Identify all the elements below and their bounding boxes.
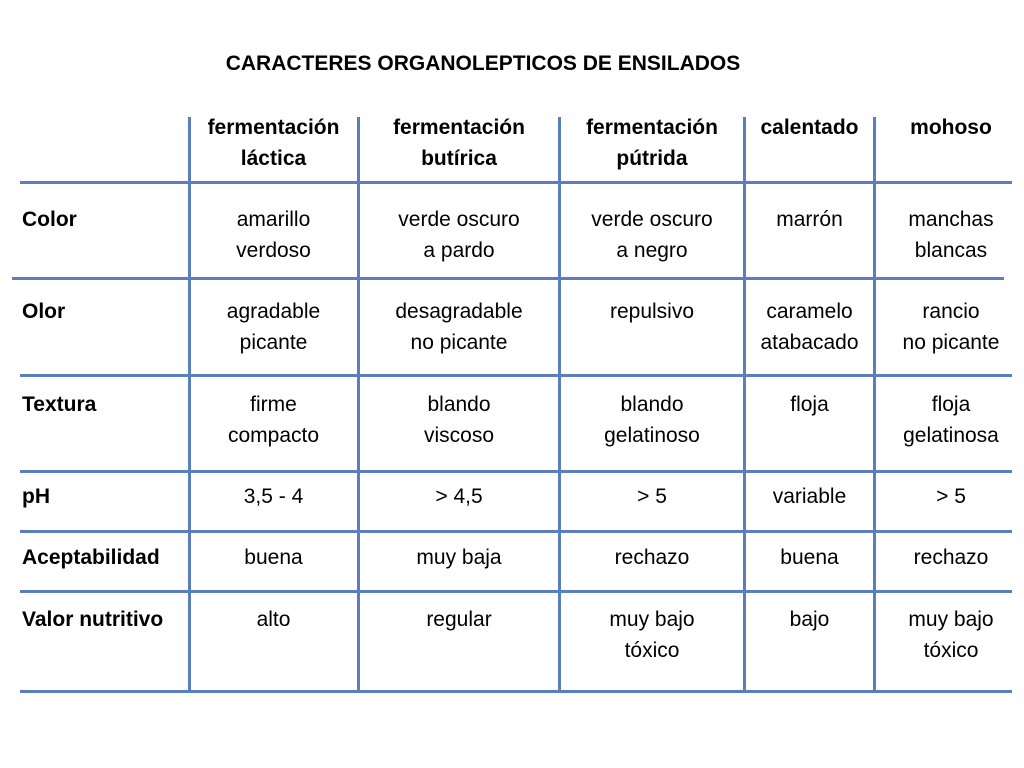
table-cell: [190, 296, 357, 358]
table-cell: [876, 481, 1024, 512]
cell-line: tóxico: [923, 639, 979, 662]
table-cell: [360, 296, 558, 358]
cell-line: muy baja: [416, 546, 502, 569]
cell-line: > 5: [637, 485, 667, 508]
row-label: Olor: [22, 300, 66, 323]
cell-line: tóxico: [624, 639, 680, 662]
cell-line: fermentación: [207, 116, 340, 139]
table-row-divider: [20, 181, 1012, 184]
cell-line: bajo: [789, 608, 830, 631]
cell-line: atabacado: [760, 331, 859, 354]
table-row-divider: [20, 374, 1012, 377]
cell-line: pútrida: [616, 147, 688, 170]
cell-line: calentado: [760, 116, 859, 139]
table-cell: [190, 542, 357, 573]
cell-line: fermentación: [586, 116, 718, 139]
cell-line: 3,5 - 4: [243, 485, 304, 508]
table-cell: [746, 204, 873, 235]
table-cell: [746, 542, 873, 573]
row-label: Aceptabilidad: [22, 546, 160, 569]
cell-line: verde oscuro: [591, 208, 713, 231]
table-cell: [360, 542, 558, 573]
cell-line: marrón: [776, 208, 843, 231]
cell-line: > 4,5: [435, 485, 483, 508]
table-cell: [561, 481, 743, 512]
table-cell: [190, 604, 357, 635]
cell-line: buena: [244, 546, 303, 569]
table-cell: [876, 204, 1024, 266]
cell-line: regular: [426, 608, 492, 631]
cell-line: blancas: [914, 239, 988, 262]
column-header: [746, 112, 873, 143]
table-cell: [746, 604, 873, 635]
cell-line: muy bajo: [908, 608, 994, 631]
table-cell: [561, 389, 743, 451]
cell-line: buena: [780, 546, 839, 569]
table-row-divider: [20, 470, 1012, 473]
table-cell: [561, 542, 743, 573]
table-cell: [876, 604, 1024, 666]
table-cell: [190, 481, 357, 512]
page-title: CARACTERES ORGANOLEPTICOS DE ENSILADOS: [225, 52, 741, 75]
row-label: Textura: [22, 393, 97, 416]
cell-line: rechazo: [913, 546, 989, 569]
cell-line: compacto: [227, 424, 320, 447]
table-cell: [876, 542, 1024, 573]
cell-line: blando: [427, 393, 491, 416]
cell-line: no picante: [410, 331, 508, 354]
row-label: pH: [22, 485, 50, 508]
table-cell: [360, 204, 558, 266]
cell-line: alto: [256, 608, 291, 631]
cell-line: caramelo: [766, 300, 853, 323]
table-cell: [746, 296, 873, 358]
cell-line: gelatinosa: [903, 424, 999, 447]
table-cell: [561, 296, 743, 327]
table-row-divider: [12, 277, 1004, 280]
column-header: [360, 112, 558, 174]
table-cell: [190, 204, 357, 266]
table-cell: [561, 204, 743, 266]
table-cell: [746, 389, 873, 420]
table-cell: [876, 389, 1024, 451]
cell-line: verde oscuro: [398, 208, 520, 231]
cell-line: gelatinoso: [604, 424, 700, 447]
table-row-divider: [20, 690, 1012, 693]
cell-line: > 5: [936, 485, 966, 508]
table-cell: [190, 389, 357, 451]
cell-line: floja: [931, 393, 971, 416]
cell-line: mohoso: [910, 116, 992, 139]
row-label: Valor nutritivo: [22, 608, 164, 631]
cell-line: láctica: [240, 147, 307, 170]
cell-line: variable: [772, 485, 847, 508]
cell-line: a negro: [616, 239, 688, 262]
cell-line: repulsivo: [609, 300, 695, 323]
table-cell: [746, 481, 873, 512]
table-cell: [360, 389, 558, 451]
table-cell: [876, 296, 1024, 358]
table-cell: [360, 604, 558, 635]
column-header: [876, 112, 1024, 143]
cell-line: picante: [239, 331, 308, 354]
table-cell: [561, 604, 743, 666]
cell-line: muy bajo: [609, 608, 695, 631]
cell-line: blando: [620, 393, 684, 416]
cell-line: amarillo: [236, 208, 311, 231]
cell-line: viscoso: [423, 424, 495, 447]
cell-line: butírica: [421, 147, 497, 170]
cell-line: manchas: [908, 208, 994, 231]
cell-line: rancio: [922, 300, 980, 323]
cell-line: floja: [790, 393, 829, 416]
column-header: [190, 112, 357, 174]
cell-line: firme: [250, 393, 297, 416]
cell-line: a pardo: [423, 239, 495, 262]
table-cell: [360, 481, 558, 512]
table-row-divider: [20, 530, 1012, 533]
cell-line: fermentación: [393, 116, 525, 139]
cell-line: rechazo: [614, 546, 690, 569]
cell-line: agradable: [226, 300, 321, 323]
cell-line: verdoso: [236, 239, 311, 262]
row-label: Color: [22, 208, 77, 231]
column-header: [561, 112, 743, 174]
table-row-divider: [20, 590, 1012, 593]
cell-line: desagradable: [395, 300, 523, 323]
cell-line: no picante: [902, 331, 1000, 354]
